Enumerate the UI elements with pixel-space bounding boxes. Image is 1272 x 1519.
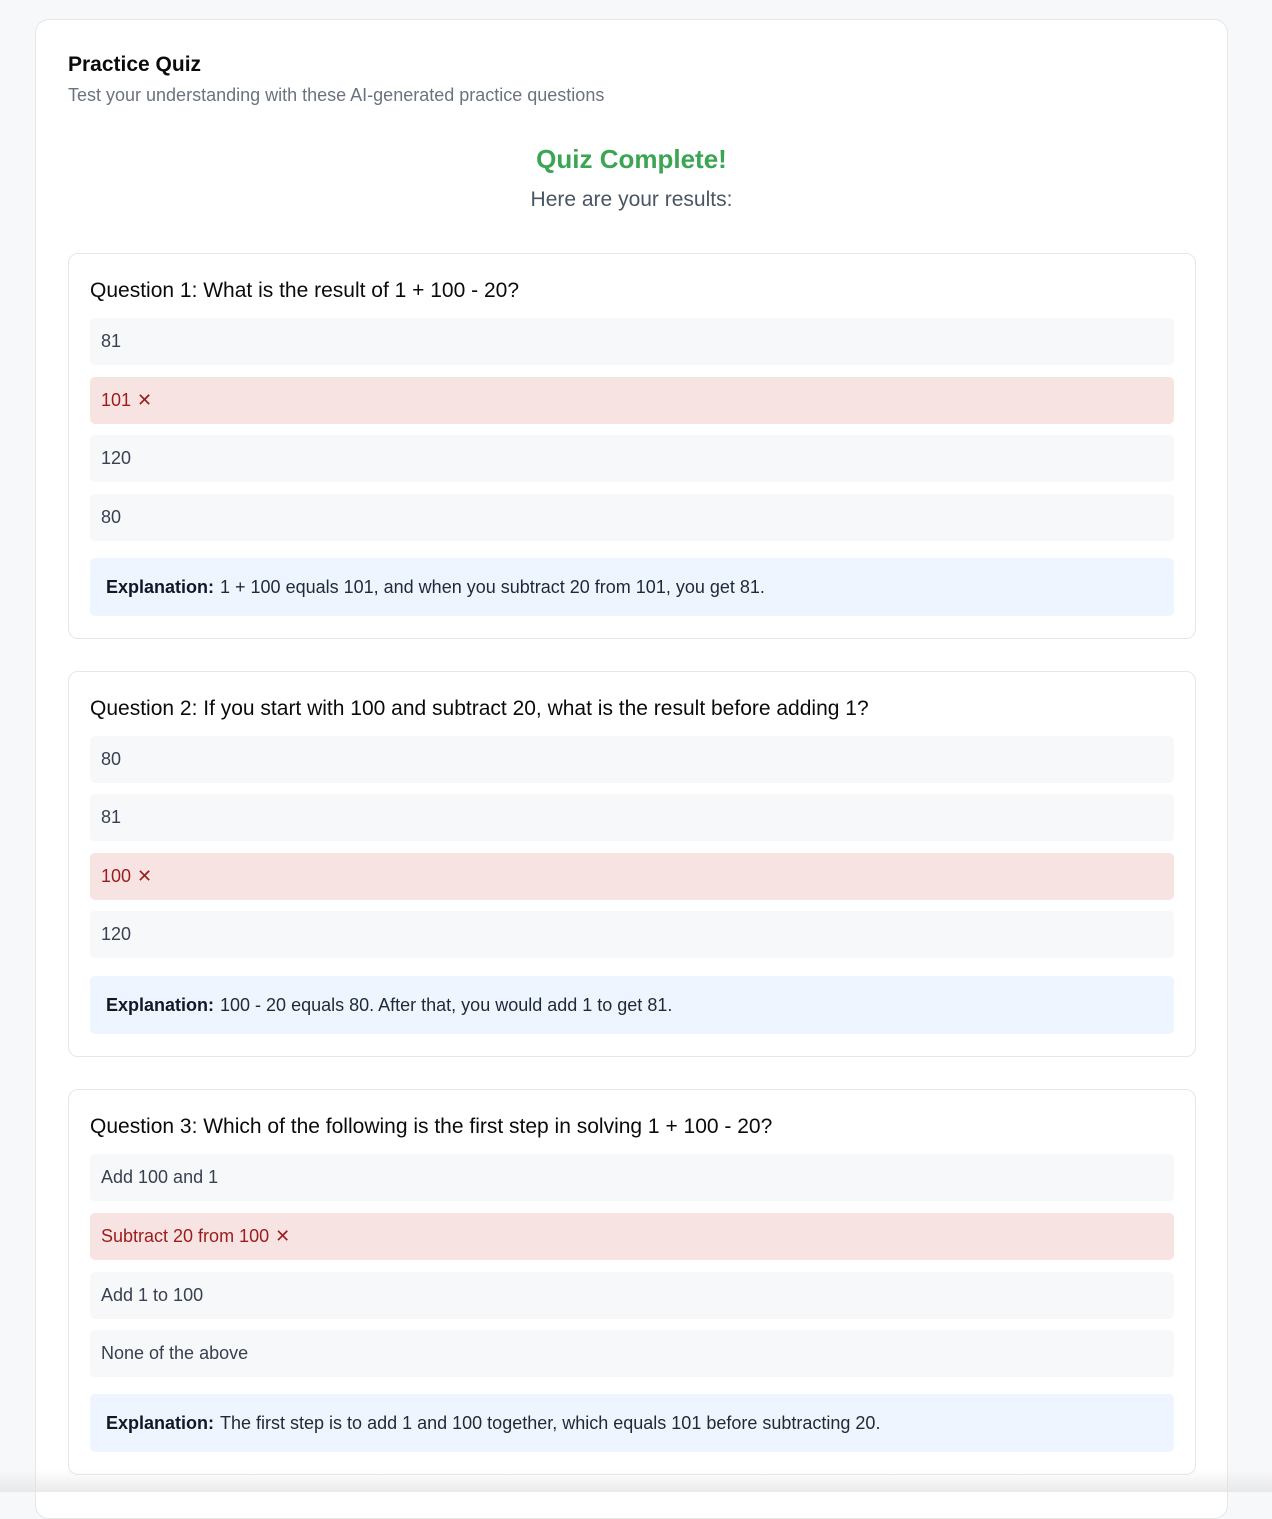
answer-option[interactable] (90, 1154, 1174, 1201)
explanation-label: Explanation: (106, 576, 215, 597)
answer-option-label: 81 (101, 331, 122, 351)
explanation-label: Explanation: (106, 1412, 215, 1433)
answer-option-label: Subtract 20 from 100 (101, 1226, 270, 1246)
page-subtitle: Test your understanding with these AI-generated practice questions (68, 85, 605, 105)
results-subheading: Here are your results: (530, 188, 733, 211)
answer-option-label: 80 (101, 507, 122, 527)
answer-option-wrong[interactable] (90, 1213, 1174, 1260)
explanation-box (90, 1394, 1174, 1452)
quiz-card (35, 19, 1228, 1519)
answer-option-wrong[interactable] (90, 377, 1174, 424)
answer-option-label: 101 (101, 390, 132, 410)
answer-option-label: 81 (101, 807, 122, 827)
close-icon: ✕ (137, 390, 153, 410)
explanation-label: Explanation: (106, 994, 215, 1015)
question-card (68, 671, 1196, 1057)
quiz-complete-heading: Quiz Complete! (536, 144, 727, 174)
answer-option-label: 100 (101, 866, 132, 886)
answer-option-label: Add 1 to 100 (101, 1285, 204, 1305)
page-title: Practice Quiz (68, 53, 202, 76)
question-title: Question 3: Which of the following is the first step in solving 1 + 100 - 20? (90, 1115, 773, 1138)
answer-option-label: 120 (101, 448, 132, 468)
explanation-text: 100 - 20 equals 80. After that, you would add 1 to get 81. (220, 994, 673, 1015)
answer-option-label: 80 (101, 749, 122, 769)
explanation-box (90, 558, 1174, 616)
quiz-header (68, 52, 604, 106)
close-icon: ✕ (137, 866, 153, 886)
answer-option[interactable] (90, 1330, 1174, 1377)
question-title: Question 1: What is the result of 1 + 100 - 20? (90, 279, 519, 302)
answer-option[interactable] (90, 435, 1174, 482)
explanation-text: The first step is to add 1 and 100 together, which equals 101 before subtracting 20. (220, 1412, 881, 1433)
close-icon: ✕ (275, 1226, 291, 1246)
question-card (68, 253, 1196, 639)
answer-option-label: None of the above (101, 1343, 249, 1363)
bottom-shadow (0, 1470, 1272, 1492)
explanation-box (90, 976, 1174, 1034)
answer-option-label: 120 (101, 924, 132, 944)
question-title: Question 2: If you start with 100 and subtract 20, what is the result before adding 1? (90, 697, 869, 720)
answer-option[interactable] (90, 911, 1174, 958)
answer-option-wrong[interactable] (90, 853, 1174, 900)
answer-option[interactable] (90, 494, 1174, 541)
answer-option-label: Add 100 and 1 (101, 1167, 219, 1187)
question-card (68, 1089, 1196, 1475)
explanation-text: 1 + 100 equals 101, and when you subtract 20 from 101, you get 81. (220, 576, 765, 597)
answer-option[interactable] (90, 1272, 1174, 1319)
answer-option[interactable] (90, 736, 1174, 783)
results-header (36, 142, 1227, 213)
answer-option[interactable] (90, 794, 1174, 841)
answer-option[interactable] (90, 318, 1174, 365)
